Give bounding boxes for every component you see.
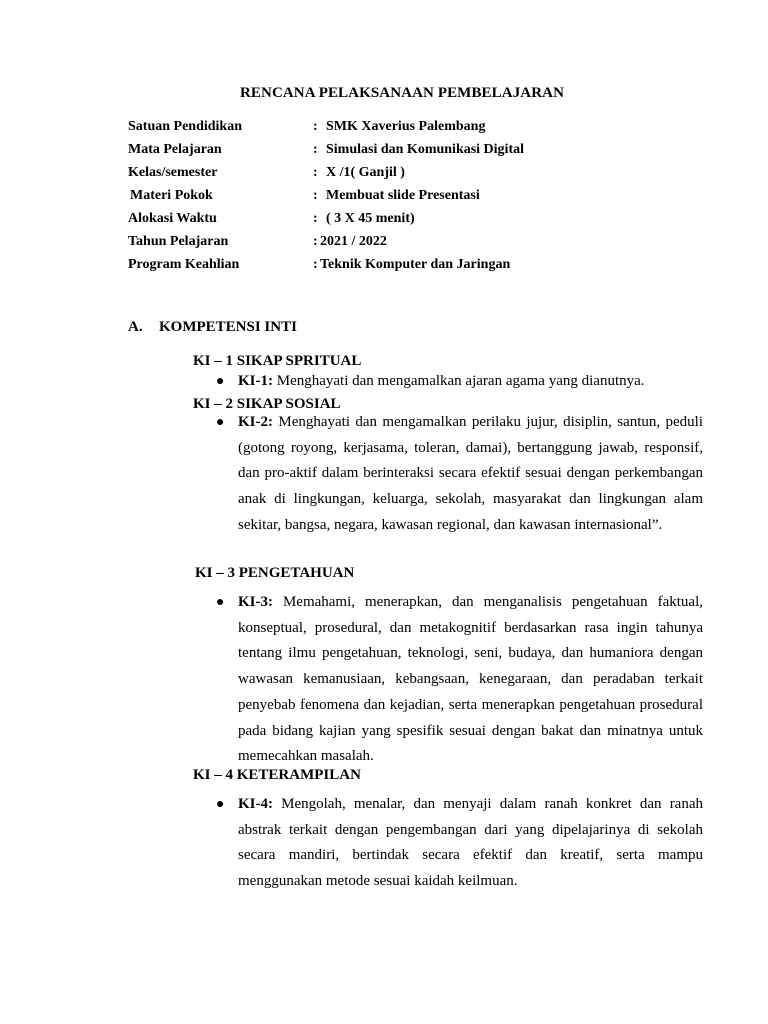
identity-value: Teknik Komputer dan Jaringan [320, 257, 511, 272]
ki-text: Menghayati dan mengamalkan perilaku jujur, disiplin, santun, peduli (gotong royong, kerjasama, toleran, damai), bertanggung jawab, responsif, dan pro-aktif dalam berinteraksi secara efektif sesuai dengan perkembangan anak di lingkungan, keluarga, sekolah, masyarakat dan lingkungan alam sekitar, bangsa, negara, kawasan regional, dan kawasan internasional”. [238, 414, 704, 533]
ki-1-heading: KI – 1 SIKAP SPRITUAL [193, 353, 362, 369]
identity-label: Tahun Pelajaran [128, 234, 229, 249]
ki-label: KI-4: [238, 796, 273, 812]
ki-3-heading: KI – 3 PENGETAHUAN [195, 565, 355, 581]
identity-row-alokasi-waktu [128, 209, 728, 229]
ki-text: Memahami, menerapkan, dan menganalisis pengetahuan faktual, konseptual, prosedural, dan metakognitif berdasarkan rasa ingin tahunya tentang ilmu pengetahuan, teknologi, seni, budaya, dan humaniora dengan wawasan kemanusiaan, kebangsaan, kenegaraan, dan peradaban terkait penyebab fenomena dan kejadian, serta menerapkan pengetahuan prosedural pada bidang kajian yang spesifik sesuai dengan bakat dan minatnya untuk memecahkan masalah. [238, 594, 703, 765]
bullet-dot-icon: ● [216, 374, 225, 389]
bullet-dot-icon: ● [216, 595, 225, 610]
identity-separator: : [313, 257, 318, 272]
identity-value: Simulasi dan Komunikasi Digital [326, 142, 525, 157]
identity-value: X /1( Ganjil ) [326, 165, 405, 180]
identity-label: Mata Pelajaran [128, 142, 222, 157]
ki-4-item [216, 792, 703, 895]
identity-label: Satuan Pendidikan [128, 119, 242, 134]
bullet-dot-icon: ● [216, 415, 225, 430]
section-title: KOMPETENSI INTI [159, 319, 297, 335]
ki-label: KI-3: [238, 594, 273, 610]
identity-row-kelas-semester [128, 163, 728, 183]
identity-row-tahun-pelajaran [128, 232, 728, 252]
identity-separator: : [313, 188, 318, 203]
section-letter: A. [128, 319, 143, 335]
identity-row-satuan-pendidikan [128, 117, 728, 137]
identity-separator: : [313, 165, 318, 180]
identity-separator: : [313, 234, 318, 249]
document-title: RENCANA PELAKSANAAN PEMBELAJARAN [239, 85, 565, 101]
ki-2-item [216, 410, 704, 539]
identity-value: Membuat slide Presentasi [326, 188, 480, 203]
ki-1-item [216, 370, 703, 393]
identity-value: ( 3 X 45 menit) [326, 211, 415, 226]
identity-separator: : [313, 119, 318, 134]
identity-row-mata-pelajaran [128, 140, 728, 160]
ki-4-heading: KI – 4 KETERAMPILAN [193, 767, 361, 783]
identity-value: 2021 / 2022 [320, 234, 387, 249]
identity-value: SMK Xaverius Palembang [326, 119, 486, 134]
identity-separator: : [313, 142, 318, 157]
identity-separator: : [313, 211, 318, 226]
identity-row-program-keahlian [128, 255, 728, 275]
ki-text: Mengolah, menalar, dan menyaji dalam ranah konkret dan ranah abstrak terkait dengan pengembangan dari yang dipelajarinya di sekolah secara mandiri, bertindak secara efektif dan kreatif, serta mampu menggunakan metode sesuai kaidah keilmuan. [238, 796, 703, 890]
identity-label: Program Keahlian [128, 257, 240, 272]
ki-3-item [216, 590, 703, 770]
ki-label: KI-1: [238, 373, 273, 389]
identity-row-materi-pokok [130, 186, 730, 206]
identity-label: Kelas/semester [128, 165, 218, 180]
ki-2-heading: KI – 2 SIKAP SOSIAL [193, 396, 341, 412]
bullet-dot-icon: ● [216, 797, 225, 812]
ki-label: KI-2: [238, 414, 273, 430]
identity-label: Alokasi Waktu [128, 211, 217, 226]
ki-text: Menghayati dan mengamalkan ajaran agama yang dianutnya. [276, 373, 645, 389]
identity-label: Materi Pokok [130, 188, 213, 203]
section-heading [128, 319, 297, 336]
